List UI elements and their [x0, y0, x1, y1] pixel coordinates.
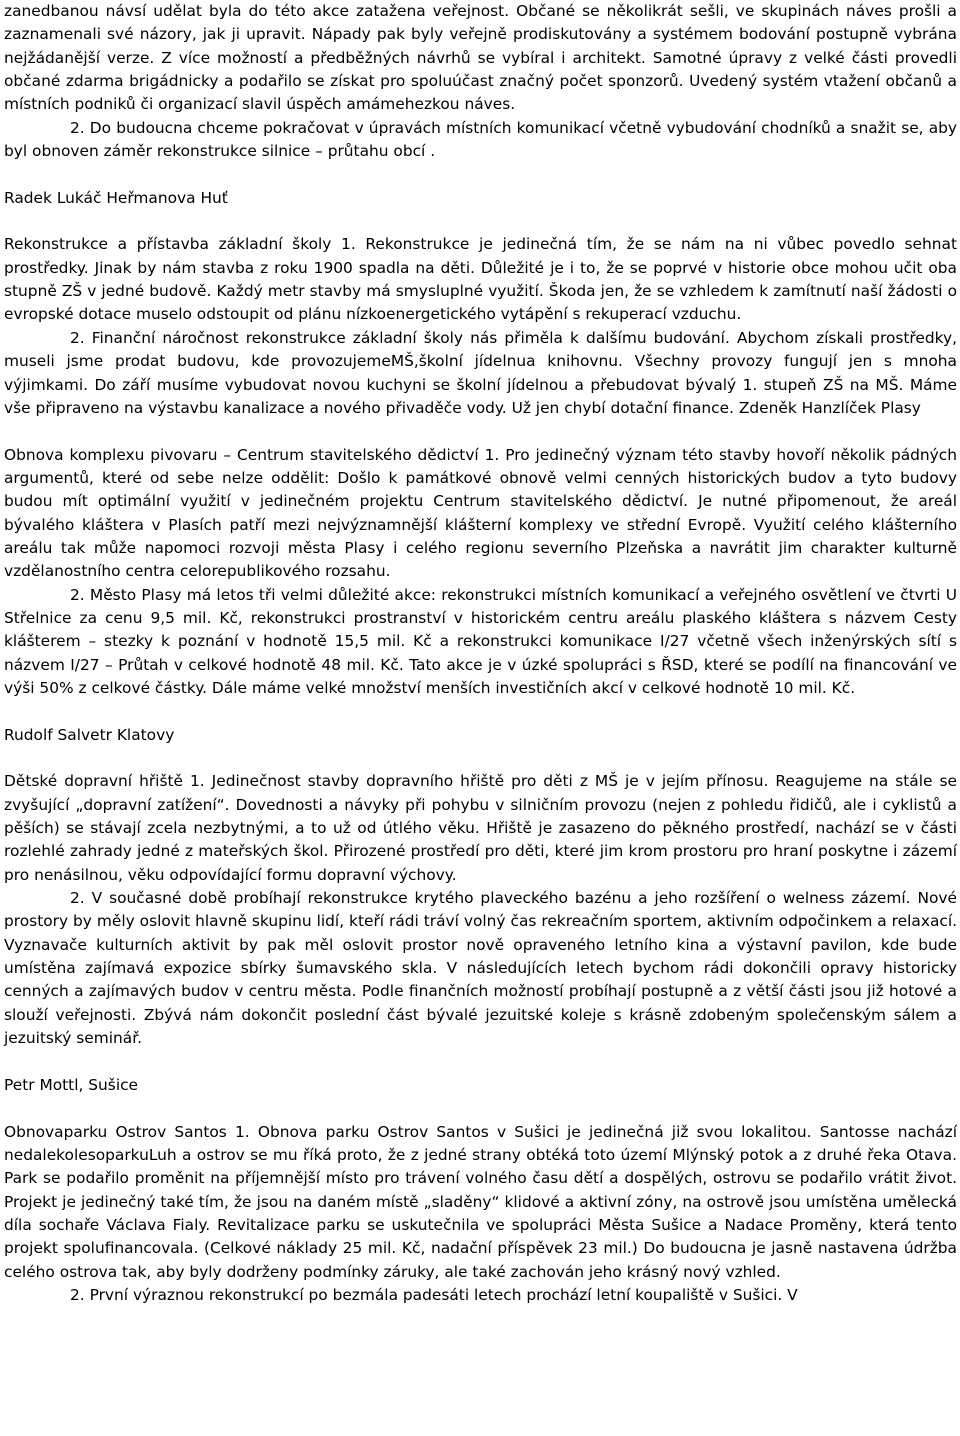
paragraph: Obnova komplexu pivovaru – Centrum stavitelského dědictví 1. Pro jedinečný význam této stavby hovoří několik pádných argumentů, které od sebe nelze oddělit: Došlo k památkové obnově velmi cenných historických budov a tyto budovy budou mít optimální využití v jedinečném projektu Centrum stavitelského dědictví. Je nutné připomenout, že areál bývalého kláštera v Plasích patří mezi nejvýznamnější klášterní komplexy ve střední Evropě. Využití celého klášterního areálu tak může napomoci rozvoji města Plasy i celého regionu severního Plzeňska a navrátit jim charakter kulturně vzdělanostního centra celorepublikového rozsahu. — [4, 445, 957, 581]
paragraph: 2. Finanční náročnost rekonstrukce základní školy nás přiměla k dalšímu budování. Abychom získali prostředky, museli jsme prodat budovu, kde provozujemeMŠ,školní jídelnua knihovnu. Všechny provozy fungují jen s mnoha výjimkami. Do září musíme vybudovat novou kuchyni se školní jídelnou a přebudovat bývalý 1. stupeň ZŠ na MŠ. Máme vše připraveno na výstavbu kanalizace a nového přivaděče vody. Už jen chybí dotační finance. Zdeněk Hanzlíček Plasy — [4, 328, 957, 417]
author-line: Rudolf Salvetr Klatovy — [4, 725, 175, 744]
author-line: Radek Lukáč Heřmanova Huť — [4, 188, 228, 207]
paragraph-spacer — [4, 1050, 957, 1073]
paragraph-spacer — [4, 163, 957, 186]
paragraph: 2. Do budoucna chceme pokračovat v úpravách místních komunikací včetně vybudování chodníků a snažit se, aby byl obnoven záměr rekonstrukce silnice – průtahu obcí . — [4, 118, 957, 161]
paragraph: 2. Město Plasy má letos tři velmi důležité akce: rekonstrukci místních komunikací a veřejného osvětlení ve čtvrti U Střelnice za cenu 9,5 mil. Kč, rekonstrukci prostranství v historickém centru areálu plaského kláštera s názvem Cesty klášterem – stezky k poznání v hodnotě 15,5 mil. Kč a rekonstrukci komunikace I/27 včetně všech inženýrských sítí s názvem I/27 – Průtah v celkové hodnotě 48 mil. Kč. Tato akce je v úzké spolupráci s ŘSD, které se podílí na financování ve výši 50% z celkové částky. Dále máme velké množství menších investičních akcí v celkové hodnotě 10 mil. Kč. — [4, 585, 957, 697]
paragraph-spacer — [4, 210, 957, 233]
paragraph-spacer — [4, 700, 957, 723]
author-line: Petr Mottl, Sušice — [4, 1075, 139, 1094]
paragraph-spacer — [4, 420, 957, 443]
paragraph: 2. První výraznou rekonstrukcí po bezmála padesáti letech prochází letní koupaliště v Sušici. V — [70, 1285, 798, 1304]
paragraph: Rekonstrukce a přístavba základní školy 1. Rekonstrukce je jedinečná tím, že se nám na ni vůbec povedlo sehnat prostředky. Jinak by nám stavba z roku 1900 spadla na děti. Důležité je i to, že se poprvé v historie obce mohou učit oba stupně ZŠ v jedné budově. Každý metr stavby má smysluplné využití. Škoda jen, že se vzhledem k zamítnutí naší žádosti o evropské dotace muselo odstoupit od plánu nízkoenergetického vytápění s rekuperací vzduchu. — [4, 235, 957, 324]
paragraph-spacer — [4, 1097, 957, 1120]
paragraph: Obnovaparku Ostrov Santos 1. Obnova parku Ostrov Santos v Sušici je jedinečná již svou lokalitou. Santosse nachází nedalekolesoparkuLuh a ostrov se mu říká proto, že z jedné strany obtéká toto území Mlýnský potok a z druhé řeka Otava. Park se podařilo proměnit na příjemnější místo pro trávení volného času dětí a dospělých, ostrovu se podařilo vrátit život. Projekt je jedinečný také tím, že jsou na daném místě „sladěny“ klidové a aktivní zóny, na ostrově jsou umístěna umělecká díla sochaře Václava Fialy. Revitalizace parku se uskutečnila ve spolupráci Města Sušice a Nadace Proměny, která tento projekt spolufinancovala. (Celkové náklady 25 mil. Kč, nadační příspěvek 23 mil.) Do budoucna je jasně nastavena údržba celého ostrova tak, aby byly dodrženy podmínky záruky, ale také zachován jeho krásný nový vzhled. — [4, 1122, 957, 1281]
document-page — [4, 0, 957, 1307]
paragraph: Dětské dopravní hřiště 1. Jedinečnost stavby dopravního hřiště pro děti z MŠ je v jejím přínosu. Reagujeme na stále se zvyšující „dopravní zatížení“. Dovednosti a návyky při pohybu v silničním provozu (nejen z pohledu řidičů, ale i cyklistů a pěších) se stávají zcela nezbytnými, a to už od útlého věku. Hřiště je zasazeno do pěkného prostředí, nachází se v části rozlehlé zahrady jedné z mateřských škol. Přirozené prostředí pro děti, které jim krom prostoru pro hraní poskytne i zázemí pro nenásilnou, věku odpovídající formu dopravní výchovy. — [4, 772, 957, 884]
paragraph-spacer — [4, 747, 957, 770]
paragraph: 2. V současné době probíhají rekonstrukce krytého plaveckého bazénu a jeho rozšíření o welness zázemí. Nové prostory by měly oslovit hlavně skupinu lidí, kteří rádi tráví volný čas rekreačním sportem, aktivním odpočinkem a relaxací. Vyznavače kulturních aktivit by pak měl oslovit prostor nově opraveného letního kina a výstavní pavilon, kde bude umístěna zajímavá expozice sbírky šumavského skla. V následujících letech bychom rádi dokončili opravy historicky cenných a zajímavých budov v centru města. Podle finančních možností probíhají postupně a z větší části jsou již hotové a slouží veřejnosti. Zbývá nám dokončit poslední část bývalé jezuitské koleje s krásně zdobeným společenským sálem a jezuitský seminář. — [4, 889, 957, 1048]
paragraph: zanedbanou návsí udělat byla do této akce zatažena veřejnost. Občané se několikrát sešli, ve skupinách náves prošli a zaznamenali své názory, jak ji upravit. Nápady pak byly veřejně prodiskutovány a systémem bodování postupně vybrána nejžádanější verze. Z více možností a předběžných návrhů se vybíral i architekt. Samotné úpravy z velké části provedli občané zdarma brigádnicky a podařilo se získat pro spoluúčast značný počet sponzorů. Uvedený systém vtažení občanů a místních podniků či organizací slavil úspěch amámehezkou náves. — [4, 2, 957, 114]
